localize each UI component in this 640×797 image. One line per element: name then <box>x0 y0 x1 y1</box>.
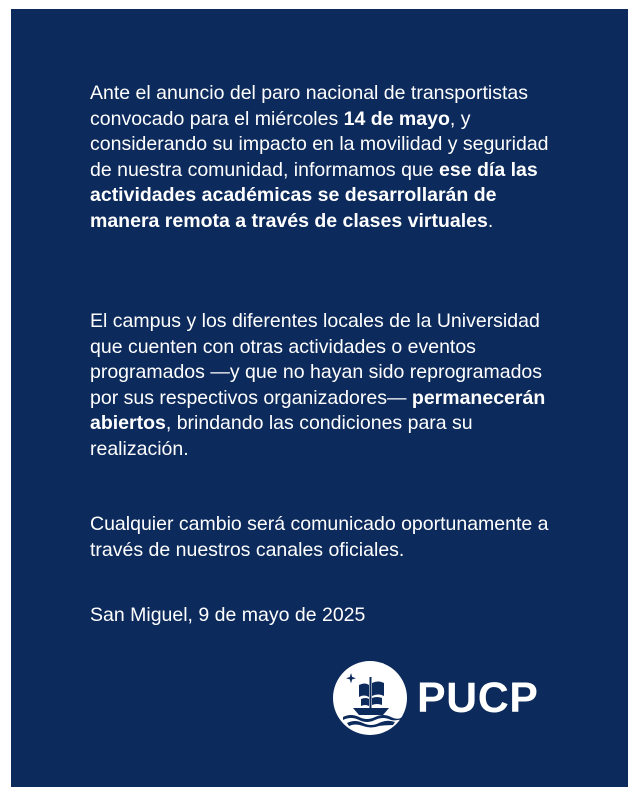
paragraph-text: El campus y los diferentes locales de la Universidad que cuenten con otras actividades o eventos programados —y que no hayan sido reprogramados por sus respectivos organizadores— <box>90 310 543 409</box>
paragraph-text: Ante el anuncio del paro nacional de transportistas convocado para el miércoles <box>90 82 528 130</box>
paragraph-text: , brindando las condiciones para su realización. <box>90 412 473 460</box>
paragraph-strike-notice <box>90 81 555 235</box>
announcement-card <box>11 9 628 787</box>
remote-classes-notice: ese día las actividades académicas se desarrollarán de manera remota a través de clases virtuales <box>90 158 538 232</box>
paragraph-text: , y considerando su impacto en la movilidad y seguridad de nuestra comunidad, informamos que <box>90 107 549 181</box>
campus-open-notice: permanecerán abiertos <box>90 386 546 435</box>
ship-emblem-icon <box>331 659 409 737</box>
strike-date: 14 de mayo <box>343 107 450 130</box>
paragraph-text: Cualquier cambio será comunicado oportunamente a través de nuestros canales oficiales. <box>90 513 549 561</box>
paragraph-campus-open <box>90 309 555 463</box>
paragraph-text: . <box>487 209 494 232</box>
signoff-date <box>90 603 555 629</box>
pucp-wordmark: PUCP <box>417 674 539 722</box>
signoff-text: San Miguel, 9 de mayo de 2025 <box>90 604 366 626</box>
pucp-logo <box>331 659 551 739</box>
paragraph-updates <box>90 512 555 563</box>
